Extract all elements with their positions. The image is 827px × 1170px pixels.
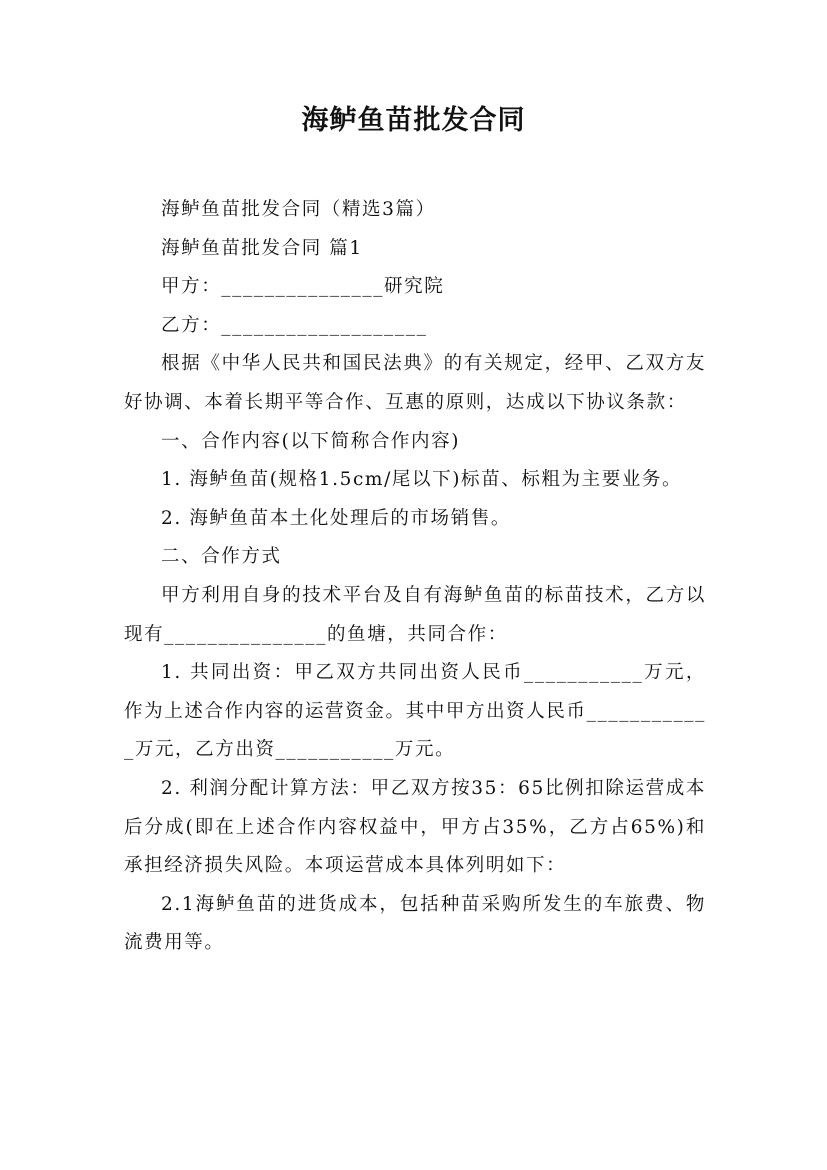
paragraph-cost-item-2-1: 2.1海鲈鱼苗的进货成本，包括种苗采购所发生的车旅费、物流费用等。 xyxy=(124,893,706,954)
paragraph-party-b: 乙方：___________________ xyxy=(161,314,428,336)
paragraph-cooperation-method: 甲方利用自身的技术平台及自有海鲈鱼苗的标苗技术，乙方以现有_______________的鱼塘，共同合作： xyxy=(124,584,706,645)
paragraph-clause-one-heading: 一、合作内容(以下简称合作内容) xyxy=(161,430,461,452)
paragraph-profit-distribution: 2. 利润分配计算方法：甲乙双方按35：65比例扣除运营成本后分成(即在上述合作内容权益中，甲方占35%，乙方占65%)和承担经济损失风险。本项运营成本具体列明如下： xyxy=(124,777,706,877)
paragraph-section-heading: 海鲈鱼苗批发合同 篇1 xyxy=(161,237,363,259)
paragraph-joint-investment: 1. 共同出资：甲乙双方共同出资人民币___________万元，作为上述合作内容的运营资金。其中甲方出资人民币____________万元，乙方出资___________万元。 xyxy=(124,662,706,761)
paragraph-preamble: 根据《中华人民共和国民法典》的有关规定，经甲、乙双方友好协调、本着长期平等合作、互惠的原则，达成以下协议条款： xyxy=(124,353,706,413)
paragraph-subtitle: 海鲈鱼苗批发合同（精选3篇） xyxy=(161,199,436,220)
document-body xyxy=(124,191,706,963)
paragraph-clause-1-1: 1. 海鲈鱼苗(规格1.5cm/尾以下)标苗、标粗为主要业务。 xyxy=(161,469,683,491)
document-title: 海鲈鱼苗批发合同 xyxy=(301,105,526,136)
paragraph-clause-1-2: 2. 海鲈鱼苗本土化处理后的市场销售。 xyxy=(161,507,511,529)
paragraph-party-a: 甲方：_______________研究院 xyxy=(161,276,445,298)
paragraph-clause-two-heading: 二、合作方式 xyxy=(161,546,282,568)
